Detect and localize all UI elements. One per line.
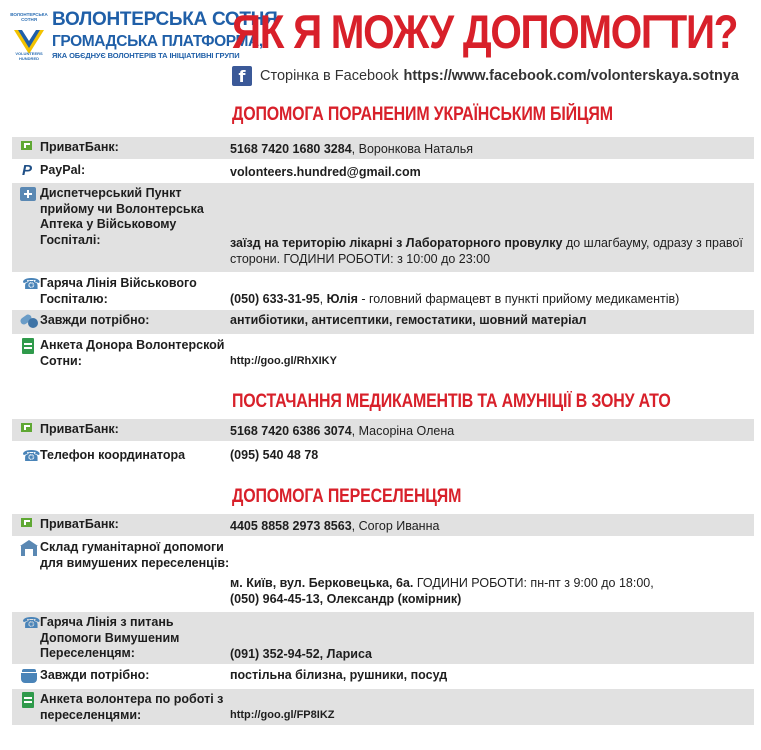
row-label: Анкета волонтера по роботі з переселенцями: [40, 692, 224, 722]
form-icon [22, 338, 34, 354]
section-title-displaced: ДОПОМОГА ПЕРЕСЕЛЕНЦЯМ [232, 486, 462, 507]
row-value [230, 310, 754, 334]
card-holder: , Воронкова Наталья [351, 141, 474, 156]
hotline-phone: (050) 633-31-95 [230, 291, 320, 306]
needed-items: постільна білизна, рушники, посуд [230, 668, 448, 682]
row-value [230, 445, 754, 469]
row-label: Гаряча Лінія з питань Допомоги Вимушеним Переселенцям: [40, 615, 180, 660]
facebook-label: Сторінка в Facebook [260, 68, 399, 84]
row-value [230, 665, 754, 687]
section-title-ato: ПОСТАЧАННЯ МЕДИКАМЕНТІВ ТА АМУНІЦІЇ В ЗОНУ АТО [232, 391, 671, 412]
section-title-wounded: ДОПОМОГА ПОРАНЕНИМ УКРАЇНСЬКИМ БІЙЦЯМ [232, 104, 613, 125]
row-wounded-needed [12, 310, 754, 334]
org-subtitle: ГРОМАДСЬКА ПЛАТФОРМА, [52, 33, 263, 50]
card-holder: , Согор Иванна [351, 518, 440, 533]
row-label: Анкета Донора Волонтерской Сотни: [40, 338, 225, 368]
facebook-link[interactable]: https://www.facebook.com/volonterskaya.sotnya [403, 68, 739, 84]
card-number: 4405 8858 2973 8563 [230, 518, 352, 533]
header [0, 0, 761, 95]
phone-icon: ☎ [22, 614, 41, 632]
first-aid-icon [20, 187, 36, 201]
logo-top-text: ВОЛОНТЕРСЬКА СОТНЯ [10, 12, 48, 22]
org-subtitle-2: ЯКА ОБЄДНУЄ ВОЛОНТЕРІВ ТА ІНІЦІАТИВНІ ГРУПИ [52, 51, 240, 60]
row-wounded-paypal [12, 160, 754, 182]
row-value [230, 335, 754, 371]
row-label: ПриватБанк: [40, 422, 119, 436]
facebook-icon: f [232, 66, 252, 86]
row-wounded-hotline [12, 273, 754, 309]
pills-icon [20, 314, 38, 326]
dispatch-address: заїзд на територію лікарні з Лабораторного провулку [230, 236, 563, 250]
card-number: 5168 7420 1680 3284 [230, 141, 352, 156]
row-wounded-dispatch [12, 183, 754, 272]
phone-icon: ☎ [22, 275, 41, 293]
logo-bottom-text: VOLUNTEERS HUNDRED [15, 51, 43, 61]
hotline-details: - головний фармацевт в пункті прийому медикаментів) [357, 291, 680, 306]
row-value [230, 137, 754, 159]
row-wounded-donor [12, 335, 754, 371]
row-value [230, 689, 754, 725]
form-icon [22, 692, 34, 708]
volunteer-form-link[interactable]: http://goo.gl/FP8IKZ [230, 708, 335, 721]
row-wounded-privatbank [12, 137, 754, 159]
phone-icon: ☎ [22, 447, 41, 465]
row-label: ПриватБанк: [40, 517, 119, 531]
row-label: ПриватБанк: [40, 140, 119, 154]
row-value [230, 612, 754, 664]
row-displaced-hotline [12, 612, 754, 664]
warehouse-hours: ГОДИНИ РОБОТИ: пн-пт з 9:00 до 18:00, [413, 576, 654, 590]
needed-items: антибіотики, антисептики, гемостатики, шовний матеріал [230, 313, 587, 327]
row-ato-privatbank [12, 419, 754, 441]
row-ato-phone [12, 445, 754, 469]
pot-icon [20, 669, 38, 683]
warehouse-contact: (050) 964-45-13, Олександр (комірник) [230, 591, 462, 606]
paypal-email[interactable]: volonteers.hundred@gmail.com [230, 164, 421, 179]
row-label: Гаряча Лінія Військового Госпіталю: [40, 276, 197, 306]
paypal-icon: P [22, 162, 33, 179]
row-label: Завжди потрібно: [40, 668, 150, 682]
row-displaced-volunteer [12, 689, 754, 725]
hotline-sep: , [319, 291, 327, 306]
warehouse-address: м. Київ, вул. Берковецька, 6а. [230, 576, 414, 590]
card-holder: , Масоріна Олена [351, 423, 455, 438]
row-value [230, 514, 754, 536]
displaced-hotline-phone: (091) 352-94-52, Лариса [230, 646, 372, 661]
row-value [230, 419, 754, 441]
page-title: ЯК Я МОЖУ ДОПОМОГТИ? [232, 5, 738, 58]
row-label: Диспетчерський Пункт прийому чи Волонтерська Аптека у Військовому Госпіталі: [40, 186, 204, 247]
row-label: Завжди потрібно: [40, 313, 150, 327]
hotline-name: Юлія [326, 291, 358, 306]
row-displaced-warehouse [12, 537, 754, 609]
privatbank-icon [21, 423, 34, 434]
privatbank-icon [21, 518, 34, 529]
coordinator-phone: (095) 540 48 78 [230, 448, 319, 462]
row-value [230, 273, 754, 309]
row-label: PayPal: [40, 163, 86, 177]
row-label: Склад гуманітарної допомоги для вимушених переселенців: [40, 540, 230, 570]
row-value [230, 160, 754, 182]
privatbank-icon [21, 141, 34, 152]
row-label: Телефон координатора [40, 448, 186, 462]
row-value [230, 183, 754, 272]
donor-form-link[interactable]: http://goo.gl/RhXIKY [230, 354, 337, 367]
row-displaced-privatbank [12, 514, 754, 536]
row-value [230, 537, 754, 609]
card-number: 5168 7420 6386 3074 [230, 423, 352, 438]
warehouse-icon [20, 540, 38, 556]
org-name: ВОЛОНТЕРСЬКА СОТНЯ [52, 9, 278, 30]
facebook-line [232, 65, 739, 87]
row-displaced-needed [12, 665, 754, 687]
dispatch-details: до шлагбауму, одразу з правої сторони. ГОДИНИ РОБОТИ: з 10:00 до 23:00 [230, 236, 743, 266]
